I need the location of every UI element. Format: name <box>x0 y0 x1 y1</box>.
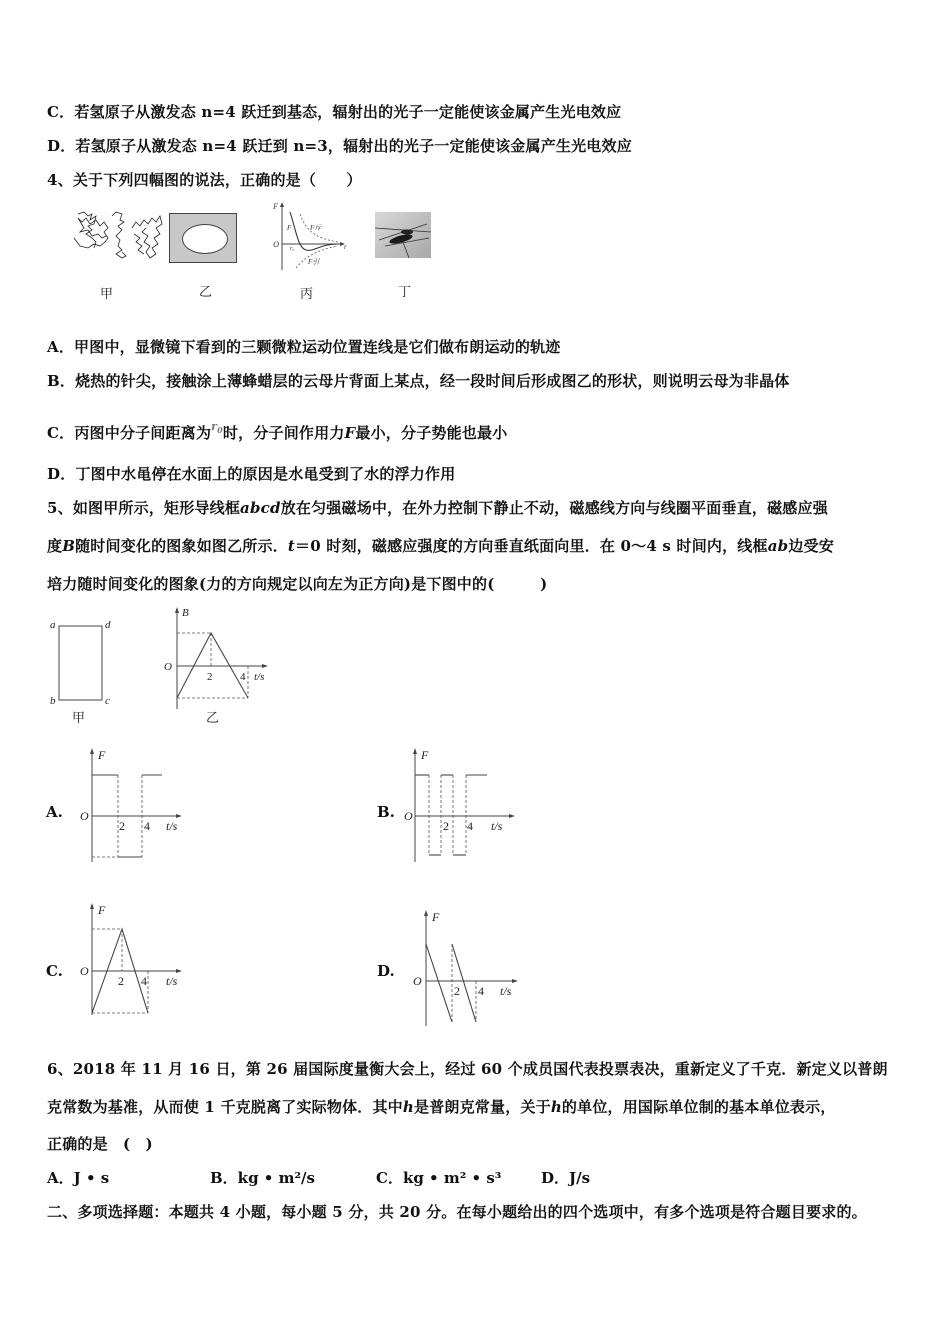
q5-stem-line2 <box>47 536 834 556</box>
variable-b: B <box>62 537 76 555</box>
q4-option-c-end: 最小，分子势能也最小 <box>355 424 508 442</box>
ellipse-melt-region <box>182 224 228 254</box>
q4-option-a: A．甲图中，显微镜下看到的三颗微粒运动位置连线是它们做布朗运动的轨迹 <box>47 338 561 356</box>
caption-ding: 丁 <box>398 285 412 300</box>
variable-h: h <box>402 1098 414 1116</box>
svg-text:t/s: t/s <box>254 671 265 683</box>
q5-text: 边受安 <box>788 537 834 555</box>
q6-choice-d[interactable]: D．J/s <box>541 1169 591 1187</box>
caption-yi: 乙 <box>199 285 213 300</box>
svg-text:2: 2 <box>443 819 449 833</box>
svg-text:t/s: t/s <box>166 819 178 833</box>
q6-choice-b[interactable]: B．kg • m²/s <box>210 1169 315 1187</box>
axis-label-f: F <box>273 202 278 211</box>
svg-text:O: O <box>413 974 422 988</box>
svg-text:F: F <box>432 910 440 924</box>
q5-option-d-label[interactable]: D. <box>377 962 395 980</box>
caption-jia-q5: 甲 <box>72 711 86 726</box>
variable-ab: ab <box>767 537 789 555</box>
svg-text:4: 4 <box>467 819 473 833</box>
q4-option-c-mid: 时，分子间作用力 <box>222 424 345 442</box>
q6-text: 是普朗克常量，关于 <box>414 1098 551 1116</box>
figure-bing-molecular-force-graph <box>268 200 348 272</box>
svg-text:F: F <box>98 903 106 917</box>
q6-choice-a[interactable]: A．J • s <box>47 1169 110 1187</box>
q5-text: 随时间变化的图象如图乙所示． <box>75 537 288 555</box>
svg-text:4: 4 <box>478 984 484 998</box>
svg-text:F: F <box>98 748 106 762</box>
svg-text:2: 2 <box>454 984 460 998</box>
q4-option-c-prefix: C．丙图中分子间距离为 <box>47 424 212 442</box>
svg-text:a: a <box>50 619 56 631</box>
q4-stem: 4、关于下列四幅图的说法，正确的是（ ） <box>47 171 362 189</box>
q3-option-d: D．若氢原子从激发态 n=4 跃迁到 n=3，辐射出的光子一定能使该金属产生光电效应 <box>47 137 632 155</box>
svg-text:b: b <box>50 695 56 707</box>
svg-text:2: 2 <box>119 819 125 833</box>
svg-text:4: 4 <box>240 671 246 683</box>
svg-text:2: 2 <box>207 671 213 683</box>
svg-text:F: F <box>287 224 292 232</box>
q3-option-c: C．若氢原子从激发态 n=4 跃迁到基态，辐射出的光子一定能使该金属产生光电效应 <box>47 103 622 121</box>
svg-text:O: O <box>404 809 413 823</box>
q5-option-a-label[interactable]: A. <box>46 803 63 821</box>
q5-stem-line3: 培力随时间变化的图象(力的方向规定以向左为正方向)是下图中的( ) <box>47 575 548 593</box>
figure-yi-b-t-graph <box>160 604 275 714</box>
q5-option-b-label[interactable]: B. <box>377 803 395 821</box>
svg-text:t/s: t/s <box>166 974 178 988</box>
variable-t: t <box>287 537 296 555</box>
q4-option-d: D．丁图中水黾停在水面上的原因是水黾受到了水的浮力作用 <box>47 465 456 483</box>
q6-text: 的单位，用国际单位制的基本单位表示， <box>561 1098 836 1116</box>
q6-stem-line1: 6、2018 年 11 月 16 日，第 26 届国际度量衡大会上，经过 60 个成员国代表投票表决，重新定义了千克．新定义以普朗 <box>47 1060 888 1078</box>
svg-text:O: O <box>80 809 89 823</box>
q6-stem-line3: 正确的是 ( ) <box>47 1135 153 1153</box>
figure-jia-brownian-motion <box>70 208 170 266</box>
q5-stem-line1 <box>47 498 828 518</box>
svg-text:O: O <box>80 964 89 978</box>
figure-yi-wax-melt <box>169 213 237 263</box>
q6-stem-line2 <box>47 1097 836 1117</box>
svg-text:2: 2 <box>118 974 124 988</box>
q5-text: 5、如图甲所示，矩形导线框 <box>47 499 241 517</box>
svg-text:r: r <box>344 243 347 251</box>
svg-text:O: O <box>164 661 172 673</box>
q5-text: 放在匀强磁场中，在外力控制下静止不动，磁感线方向与线圈平面垂直，磁感应强 <box>280 499 828 517</box>
q5-option-c-graph[interactable] <box>78 899 188 1019</box>
caption-bing: 丙 <box>300 287 314 302</box>
q4-option-b: B．烧热的针尖，接触涂上薄蜂蜡层的云母片背面上某点，经一段时间后形成图乙的形状，则说明云母为非晶体 <box>47 372 790 390</box>
svg-text:t/s: t/s <box>500 984 512 998</box>
svg-text:c: c <box>105 695 110 707</box>
brownian-path-icon <box>70 208 170 266</box>
figure-ding-water-strider-photo <box>375 212 431 258</box>
q6-choices <box>0 1167 950 1189</box>
variable-h: h <box>550 1098 562 1116</box>
svg-text:4: 4 <box>141 974 147 988</box>
q5-text: 度 <box>47 537 63 555</box>
svg-text:F引: F引 <box>308 258 320 266</box>
svg-text:O: O <box>273 240 279 249</box>
caption-yi-q5: 乙 <box>206 711 220 726</box>
svg-text:d: d <box>105 619 111 631</box>
q5-text: ＝0 时刻，磁感应强度的方向垂直纸面向里．在 0～4 s 时间内，线框 <box>295 537 768 555</box>
section-2-heading: 二、多项选择题：本题共 4 小题，每小题 5 分，共 20 分。在每小题给出的四个选项中，有多个选项是符合题目要求的。 <box>47 1203 867 1221</box>
svg-text:r₀: r₀ <box>290 246 295 252</box>
q5-option-d-graph[interactable] <box>410 906 530 1028</box>
svg-text:B: B <box>182 607 189 619</box>
svg-text:F斥: F斥 <box>310 224 322 232</box>
svg-text:4: 4 <box>144 819 150 833</box>
q6-choice-c[interactable]: C．kg • m² • s³ <box>376 1169 502 1187</box>
q4-option-c <box>47 417 507 443</box>
svg-text:t/s: t/s <box>491 819 503 833</box>
q6-text: 克常数为基准，从而使 1 千克脱离了实际物体．其中 <box>47 1098 403 1116</box>
variable-f: F <box>344 424 356 442</box>
q5-option-b-graph[interactable] <box>403 744 523 864</box>
variable-abcd: abcd <box>240 499 281 517</box>
q5-option-c-label[interactable]: C. <box>46 962 63 980</box>
caption-jia: 甲 <box>100 287 114 302</box>
r0-symbol: r0 <box>211 420 223 436</box>
svg-text:F: F <box>421 748 429 762</box>
q5-option-a-graph[interactable] <box>78 744 188 864</box>
